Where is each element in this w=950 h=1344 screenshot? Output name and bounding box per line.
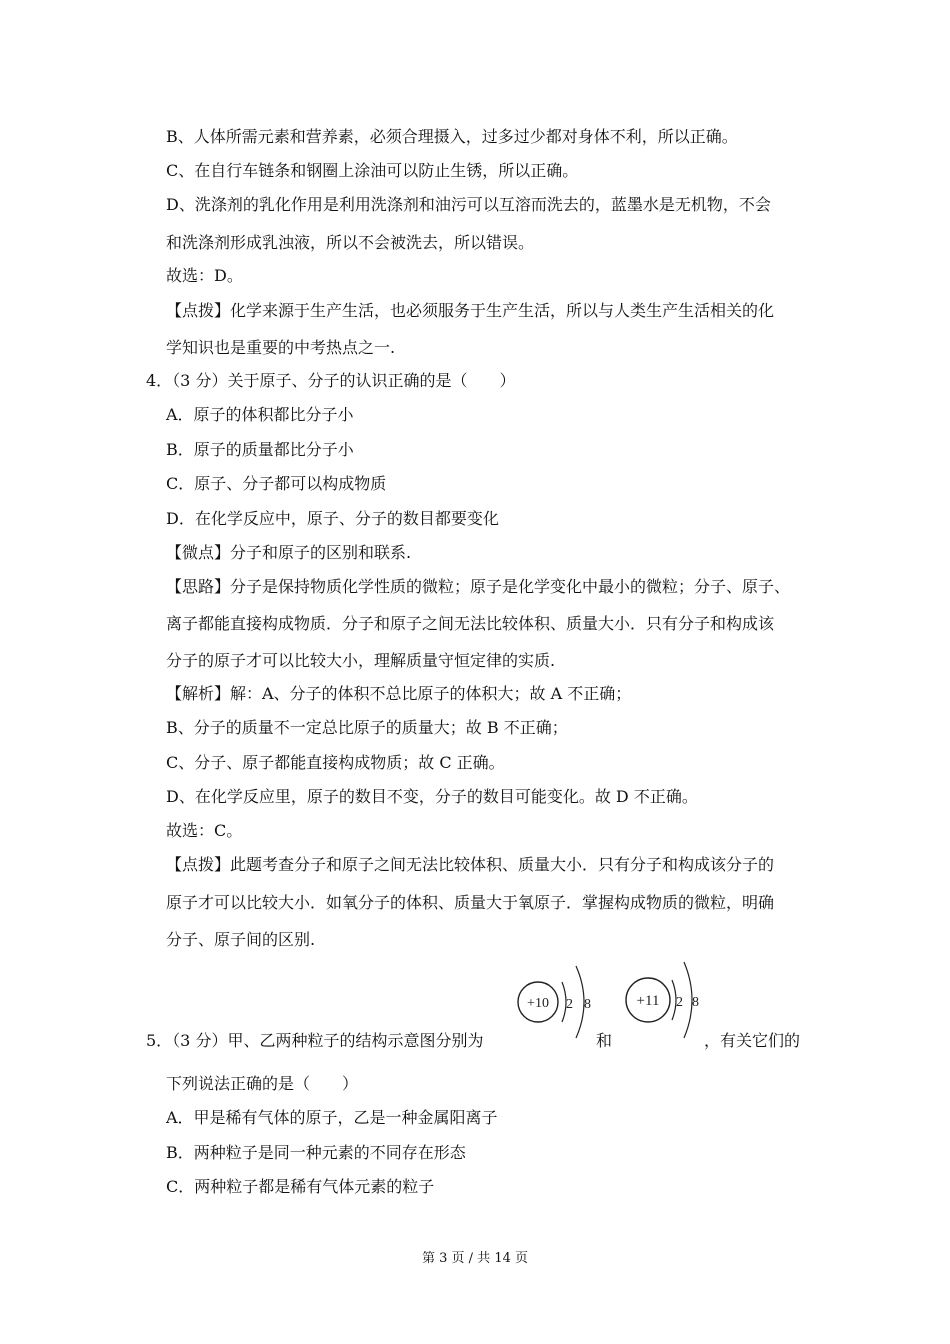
text-line: B、分子的质量不一定总比原子的质量大；故 B 不正确； (166, 718, 568, 737)
text-line: 故选：D。 (166, 266, 243, 285)
text-line: 【解析】解：A、分子的体积不总比原子的体积大；故 A 不正确； (166, 684, 632, 703)
question-5-stem-suffix: ，有关它们的 (704, 1031, 801, 1050)
shell-1-electrons: 2 (566, 997, 573, 1012)
text-line: 原子才可以比较大小．如氧分子的体积、质量大于氧原子．掌握构成物质的微粒，明确 (166, 893, 775, 912)
question-4-stem: 4．（3 分）关于原子、分子的认识正确的是（ ） (146, 371, 516, 390)
option-d: D．在化学反应中，原子、分子的数目都要变化 (166, 509, 499, 528)
text-line: B、人体所需元素和营养素，必须合理摄入，过多过少都对身体不利，所以正确。 (166, 127, 738, 146)
option-c: C．原子、分子都可以构成物质 (166, 474, 387, 493)
text-line: C、分子、原子都能直接构成物质；故 C 正确。 (166, 753, 505, 772)
shell-2-electrons: 8 (692, 995, 699, 1010)
text-line: D、在化学反应里，原子的数目不变，分子的数目可能变化。故 D 不正确。 (166, 787, 698, 806)
shell-1-electrons: 2 (676, 995, 683, 1010)
text-line: 分子的原子才可以比较大小，理解质量守恒定律的实质. (166, 651, 556, 670)
text-line: 学知识也是重要的中考热点之一. (166, 338, 396, 357)
text-line: 离子都能直接构成物质．分子和原子之间无法比较体积、质量大小．只有分子和构成该 (166, 614, 775, 633)
text-line: 【思路】分子是保持物质化学性质的微粒；原子是化学变化中最小的微粒；分子、原子、 (166, 577, 791, 596)
text-line: 和洗涤剂形成乳浊液，所以不会被洗去，所以错误。 (166, 233, 535, 252)
text-line: 故选：C。 (166, 821, 243, 840)
nucleus-charge: +11 (636, 993, 660, 1009)
text-line: 【微点】分子和原子的区别和联系. (166, 543, 412, 562)
conjunction-text: 和 (596, 1031, 613, 1050)
page-footer: 第 3 页 / 共 14 页 (422, 1251, 528, 1266)
question-5-stem-cont: 下列说法正确的是（ ） (166, 1074, 359, 1093)
option-b: B．原子的质量都比分子小 (166, 440, 354, 459)
question-5-stem-prefix: 5．（3 分）甲、乙两种粒子的结构示意图分别为 (146, 1031, 484, 1050)
text-line: 【点拨】此题考查分子和原子之间无法比较体积、质量大小．只有分子和构成该分子的 (166, 855, 775, 874)
atom-diagram-b (622, 958, 712, 1044)
atom-diagram-a (512, 962, 602, 1048)
option-b: B．两种粒子是同一种元素的不同存在形态 (166, 1143, 466, 1162)
text-line: D、洗涤剂的乳化作用是利用洗涤剂和油污可以互溶而洗去的，蓝墨水是无机物，不会 (166, 195, 771, 214)
text-line: 分子、原子间的区别. (166, 930, 316, 949)
nucleus-charge: +10 (527, 996, 549, 1011)
shell-2-electrons: 8 (584, 997, 591, 1012)
option-c: C．两种粒子都是稀有气体元素的粒子 (166, 1177, 435, 1196)
option-a: A．原子的体积都比分子小 (166, 405, 354, 424)
text-line: 【点拨】化学来源于生产生活，也必须服务于生产生活，所以与人类生产生活相关的化 (166, 301, 775, 320)
option-a: A．甲是稀有气体的原子，乙是一种金属阳离子 (166, 1108, 498, 1127)
text-line: C、在自行车链条和钢圈上涂油可以防止生锈，所以正确。 (166, 161, 579, 180)
